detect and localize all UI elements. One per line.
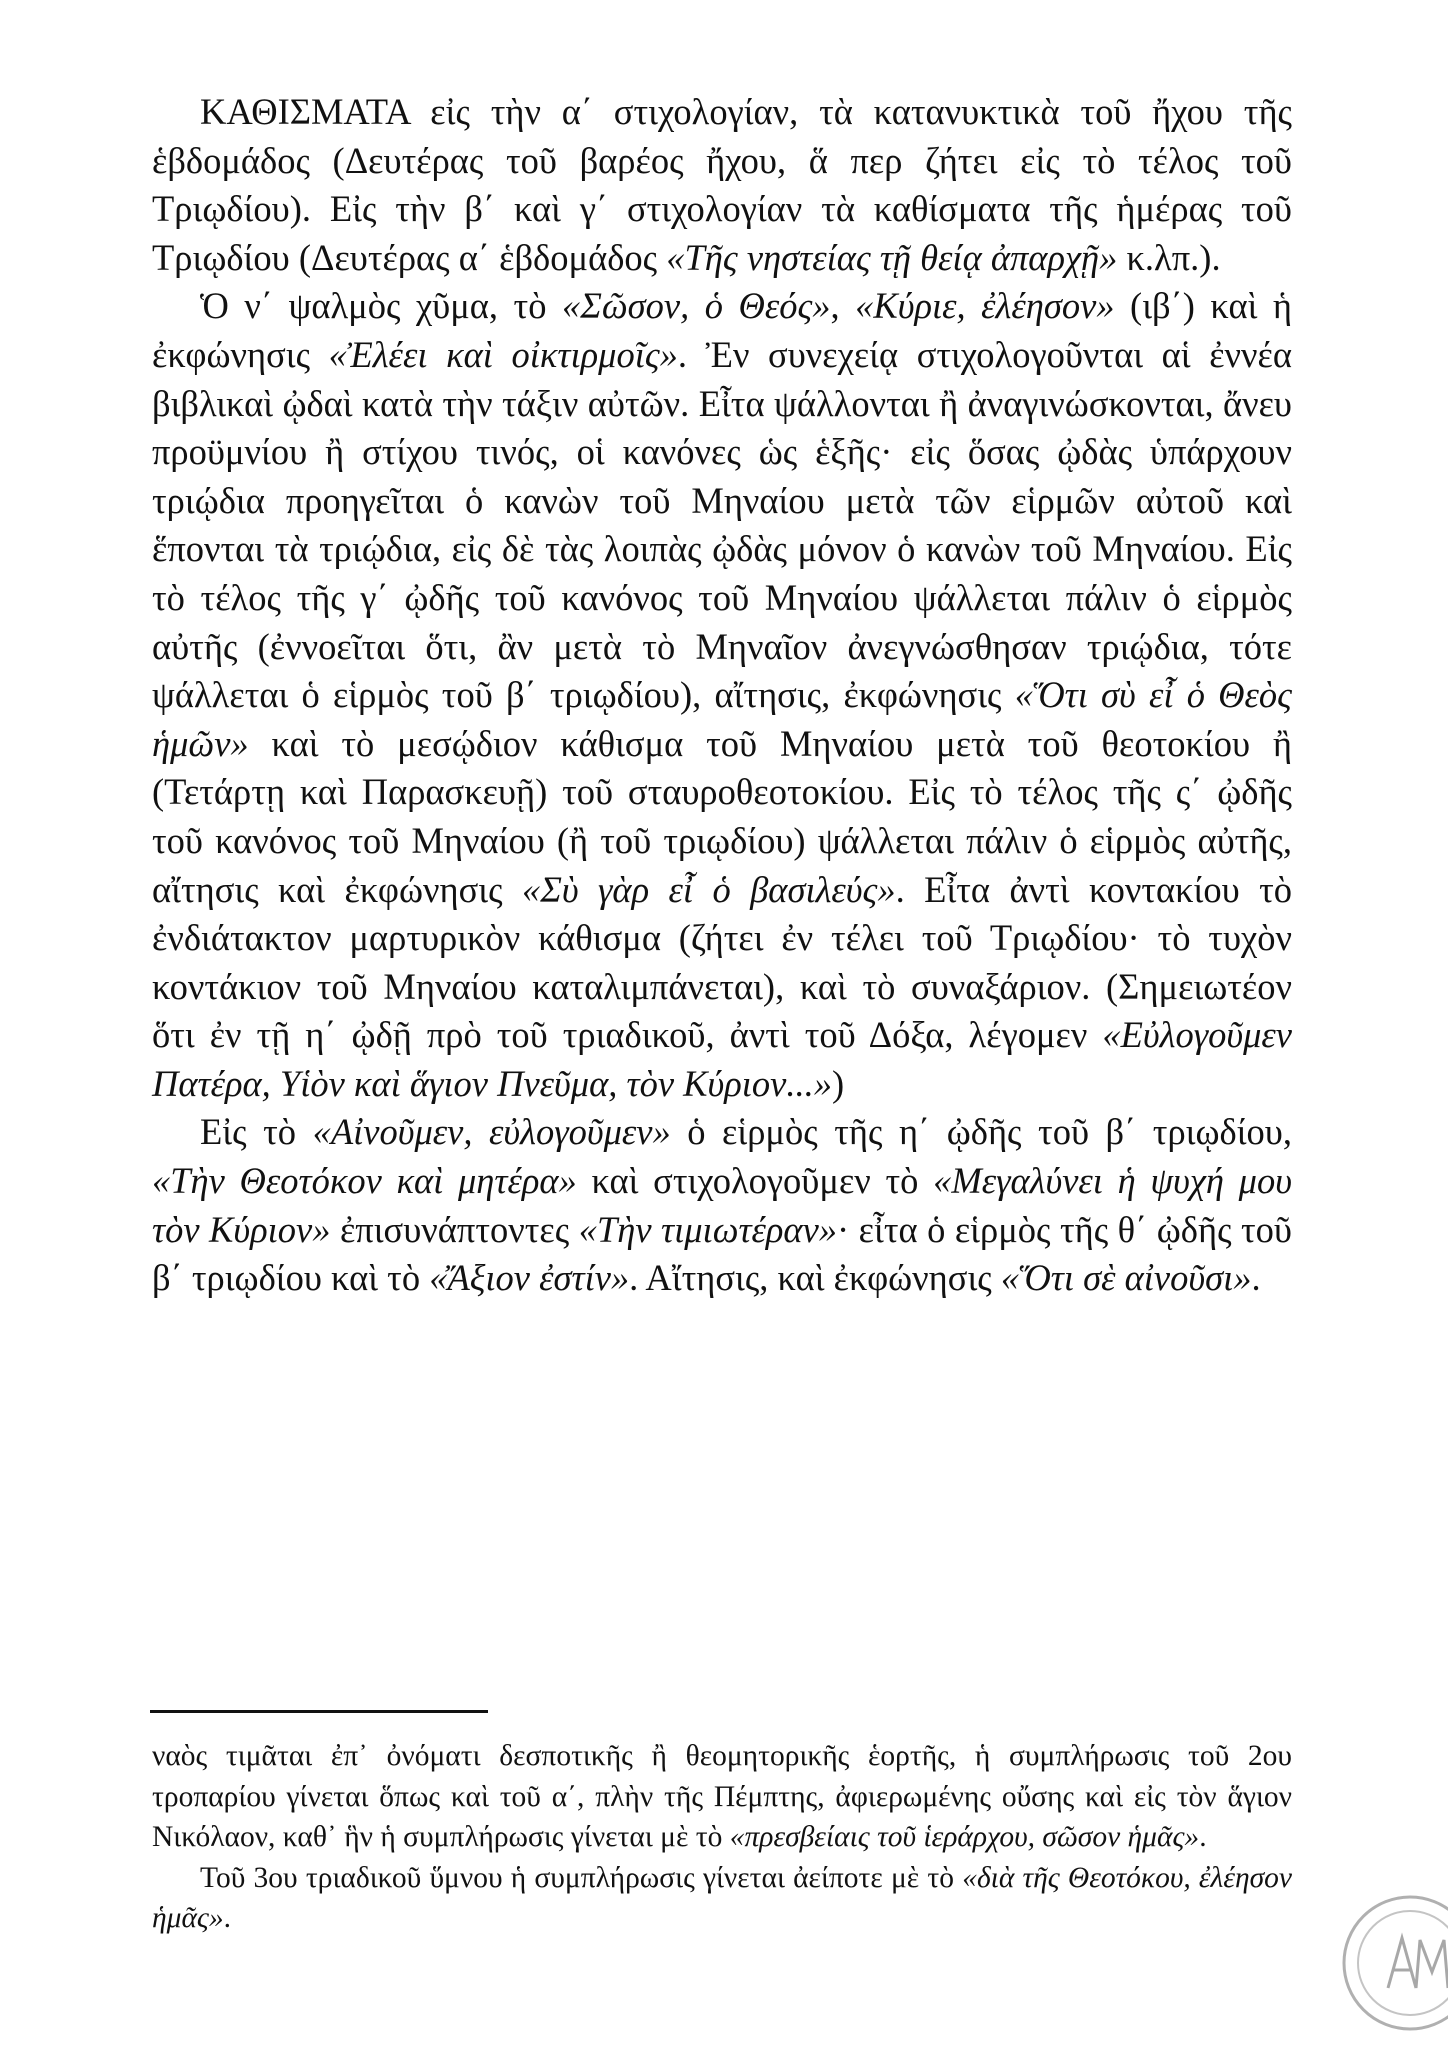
text-run: Ὁ ν΄ ψαλμὸς χῦμα, τὸ xyxy=(200,285,562,327)
text-run: ΚΑΘΙΣΜΑΤΑ εἰς τὴν α΄ στιχολογίαν, τὰ κατανυκτικὰ τοῦ ἤχου τῆς ἑβδομάδος (Δευτέρας τοῦ βαρέος ἤχου, ἅ περ ζήτει εἰς τὸ τέλος τοῦ Τριῳδίου). Εἰς τὴν β΄ καὶ γ΄ στιχολογίαν τὰ καθίσματα τῆς ἡμέρας τοῦ Τριῳδίου (Δευτέρας α΄ ἑβδομάδος xyxy=(152,91,1292,278)
italic-quote: «Ἄξιον ἐστίν» xyxy=(429,1257,630,1299)
italic-quote: «Ἐλέει καὶ οἰκτιρμοῖς» xyxy=(328,333,678,375)
footnote-trinitarian-hymn xyxy=(152,1858,1292,1939)
text-run: Τοῦ 3ου τριαδικοῦ ὕμνου ἡ συμπλήρωσις γίνεται ἀείποτε μὲ τὸ xyxy=(200,1861,963,1894)
main-text xyxy=(152,88,1292,1303)
italic-quote: «διὰ τῆς Θεοτόκου, ἐλέησον ἡμᾶς» xyxy=(152,1861,1292,1935)
italic-quote: «Σὺ γὰρ εἶ ὁ βασιλεύς» xyxy=(521,868,896,910)
paragraph-psalm-50 xyxy=(152,282,1292,1108)
text-run: ὁ εἱρμὸς τῆς η΄ ᾠδῆς τοῦ β΄ τριῳδίου, xyxy=(670,1111,1292,1153)
text-run: . Ἐν συνεχείᾳ στιχολογοῦνται αἱ ἐννέα βιβλικαὶ ᾠδαὶ κατὰ τὴν τάξιν αὐτῶν. Εἶτα ψάλλονται ἢ ἀναγινώσκονται, ἄνευ προϋμνίου ἢ στίχου τινός, οἱ κανόνες ὡς ἑξῆς· εἰς ὅσας ᾠδὰς ὑπάρχουν τριῴδια προηγεῖται ὁ κανὼν τοῦ Μηναίου μετὰ τῶν εἱρμῶν αὐτοῦ καὶ ἕπονται τὰ τριῴδια, εἰς δὲ τὰς λοιπὰς ᾠδὰς μόνον ὁ κανὼν τοῦ Μηναίου. Εἰς τὸ τέλος τῆς γ΄ ᾠδῆς τοῦ κανόνος τοῦ Μηναίου ψάλλεται πάλιν ὁ εἱρμὸς αὐτῆς (ἐννοεῖται ὅτι, ἂν μετὰ τὸ Μηναῖον ἀνεγνώσθησαν τριῴδια, τότε ψάλλεται ὁ εἱρμὸς τοῦ β΄ τριῳδίου), αἴτησις, ἐκφώνησις xyxy=(152,333,1292,716)
italic-quote: «Κύριε, ἐλέησον» xyxy=(855,285,1115,327)
watermark-seal-icon xyxy=(1336,1888,1448,2038)
italic-quote: «Μεγαλύνει ἡ ψυχή μου τὸν Κύριον» xyxy=(152,1160,1292,1250)
text-run: . xyxy=(223,1902,232,1935)
italic-quote: «Αἰνοῦμεν, εὐλογοῦμεν» xyxy=(312,1111,671,1153)
footnote-continuation xyxy=(152,1736,1292,1858)
footnote-divider xyxy=(150,1710,488,1713)
text-run: καὶ τὸ μεσῴδιον κάθισμα τοῦ Μηναίου μετὰ τοῦ θεοτοκίου ἢ (Τετάρτῃ καὶ Παρασκευῇ) τοῦ σταυροθεοτοκίου. Εἰς τὸ τέλος τῆς ς΄ ᾠδῆς τοῦ κανόνος τοῦ Μηναίου (ἢ τοῦ τριῳδίου) ψάλλεται πάλιν ὁ εἱρμὸς αὐτῆς, αἴτησις καὶ ἐκφώνησις xyxy=(152,722,1292,910)
text-run: ) xyxy=(832,1062,845,1104)
italic-quote: «Σῶσον, ὁ Θεός» xyxy=(561,285,831,327)
italic-quote: «Ὅτι σὲ αἰνοῦσι» xyxy=(1000,1257,1252,1299)
paragraph-ainoumen xyxy=(152,1108,1292,1302)
italic-quote: «Εὐλογοῦμεν Πατέρα, Υἱὸν καὶ ἅγιον Πνεῦμα, τὸν Κύριον...» xyxy=(152,1014,1292,1104)
text-run: (ιβ΄) καὶ ἡ ἐκφώνησις xyxy=(152,285,1293,375)
italic-quote: «Ὅτι σὺ εἶ ὁ Θεὸς ἡμῶν» xyxy=(152,674,1292,764)
text-run: . Εἶτα ἀντὶ κοντακίου τὸ ἐνδιάτακτον μαρτυρικὸν κάθισμα (ζήτει ἐν τέλει τοῦ Τριῳδίου· τὸ τυχὸν κοντάκιον τοῦ Μηναίου καταλιμπάνεται), καὶ τὸ συναξάριον. (Σημειωτέον ὅτι ἐν τῇ η΄ ᾠδῇ πρὸ τοῦ τριαδικοῦ, ἀντὶ τοῦ Δόξα, λέγομεν xyxy=(152,868,1292,1056)
text-run: . xyxy=(1251,1257,1261,1299)
text-run: · εἶτα ὁ εἱρμὸς τῆς θ΄ ᾠδῆς τοῦ β΄ τριῳδίου καὶ τὸ xyxy=(152,1208,1292,1299)
italic-quote: «πρεσβείαις τοῦ ἱεράρχου, σῶσον ἡμᾶς» xyxy=(729,1821,1200,1854)
text-run: κ.λπ.). xyxy=(1117,236,1221,278)
text-run: . xyxy=(1199,1821,1207,1854)
text-run: Εἰς τὸ xyxy=(200,1111,313,1153)
italic-quote: «Τὴν Θεοτόκον καὶ μητέρα» xyxy=(152,1160,577,1202)
text-run: . Αἴτησις, καὶ ἐκφώνησις xyxy=(629,1257,1001,1299)
footnotes xyxy=(152,1736,1292,1939)
text-run: ναὸς τιμᾶται ἐπ᾽ ὀνόματι δεσποτικῆς ἢ θεομητορικῆς ἑορτῆς, ἡ συμπλήρωσις τοῦ 2ου τροπαρίου γίνεται ὅπως καὶ τοῦ α΄, πλὴν τῆς Πέμπτης, ἀφιερωμένης οὔσης καὶ εἰς τὸν ἅγιον Νικόλαον, καθ᾽ ἣν ἡ συμπλήρωσις γίνεται μὲ τὸ xyxy=(152,1740,1292,1854)
paragraph-kathismata xyxy=(152,88,1292,282)
italic-quote: «Τὴν τιμιωτέραν» xyxy=(578,1208,838,1250)
italic-quote: «Τῆς νηστείας τῇ θείᾳ ἀπαρχῇ» xyxy=(666,236,1118,278)
text-run: ἐπισυνάπτοντες xyxy=(330,1208,579,1250)
text-run: , xyxy=(830,285,856,327)
text-run: καὶ στιχολογοῦμεν τὸ xyxy=(576,1160,934,1202)
